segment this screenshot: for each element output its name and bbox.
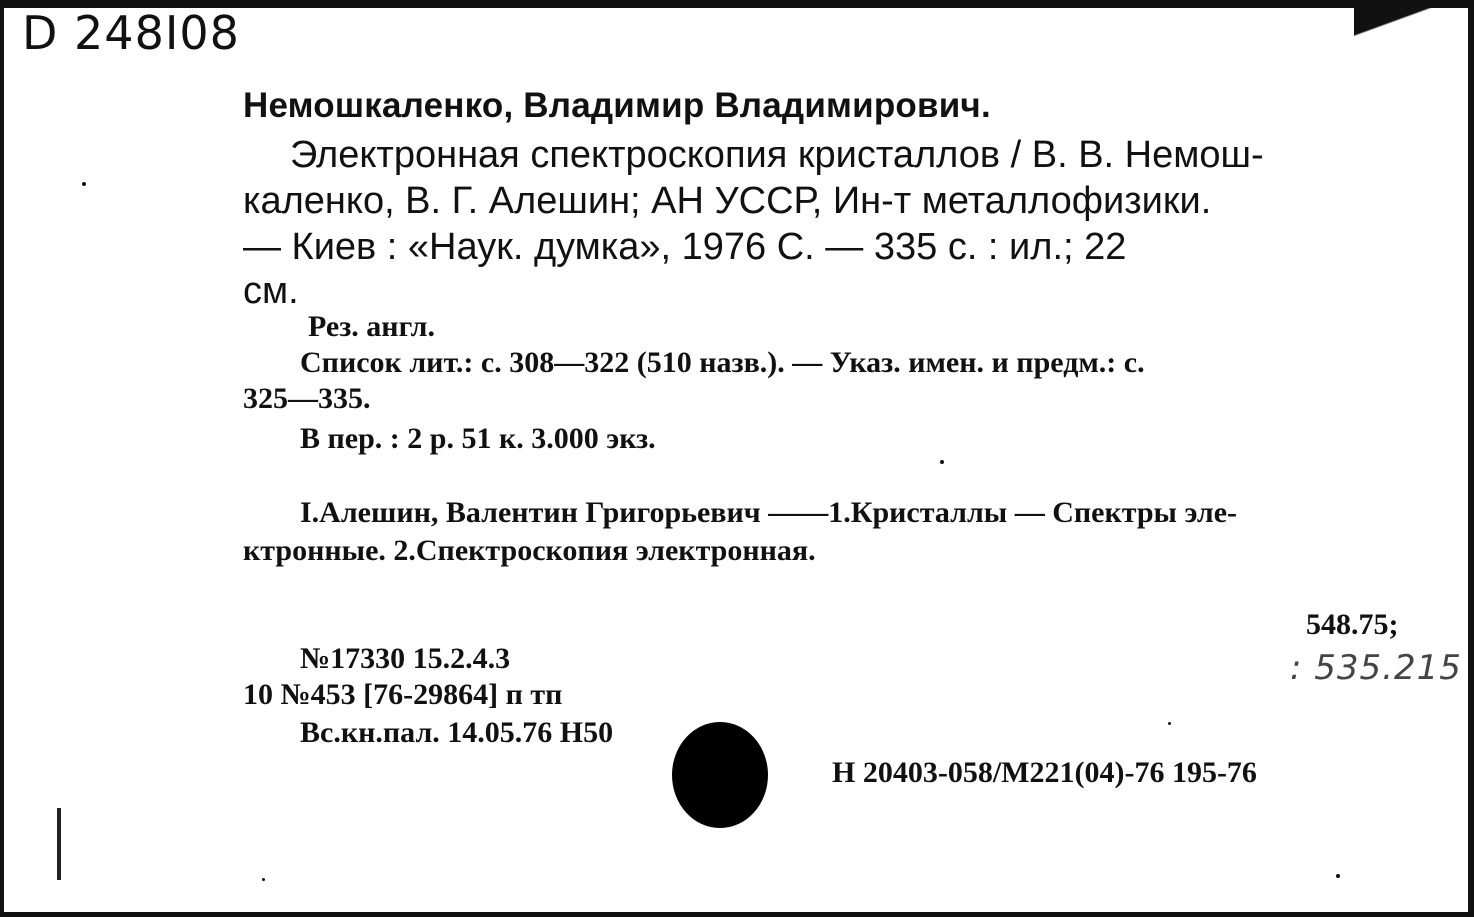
inventory-number: D 248I08 [22, 6, 240, 60]
scan-edge-right [1468, 0, 1474, 917]
description-line: см. [243, 270, 299, 312]
scan-corner-shadow [1354, 0, 1474, 48]
registration-line: Вс.кн.пал. 14.05.76 H50 [300, 716, 614, 749]
note-line: 325—335. [243, 382, 371, 415]
registration-line: 10 №453 [76-29864] п тп [243, 678, 563, 711]
scan-speck [262, 878, 265, 881]
description-line: каленко, В. Г. Алешин; АН УССР, Ин-т металлофизики. [243, 180, 1212, 222]
punch-hole [672, 722, 768, 828]
note-line: Рез. англ. [308, 310, 436, 343]
tracing-line: I.Алешин, Валентин Григорьевич ——1.Кристаллы — Спектры эле- [300, 496, 1238, 529]
description-line: Электронная спектроскопия кристаллов / В. В. Немош- [290, 134, 1264, 176]
handwritten-code: : 535.215 [1290, 648, 1462, 688]
scan-speck [940, 460, 944, 464]
scan-mark [57, 808, 61, 880]
scan-edge-left [0, 0, 4, 917]
description-line: — Киев : «Наук. думка», 1976 С. — 335 с. : ил.; 22 [243, 226, 1127, 268]
scan-speck [1168, 722, 1171, 725]
registration-line: №17330 15.2.4.3 [300, 642, 511, 675]
note-line: В пер. : 2 р. 51 к. 3.000 экз. [300, 422, 656, 455]
isbn-line: H 20403-058/M221(04)-76 195-76 [832, 756, 1257, 789]
scan-speck [1336, 874, 1340, 878]
author-heading: Немошкаленко, Владимир Владимирович. [243, 86, 991, 125]
scan-edge-bottom [0, 912, 1474, 917]
note-line: Список лит.: с. 308—322 (510 назв.). — Указ. имен. и предм.: с. [300, 346, 1145, 379]
tracing-line: ктронные. 2.Спектроскопия электронная. [243, 534, 816, 567]
classification-index: 548.75; [1306, 608, 1399, 641]
scan-speck [82, 182, 86, 186]
